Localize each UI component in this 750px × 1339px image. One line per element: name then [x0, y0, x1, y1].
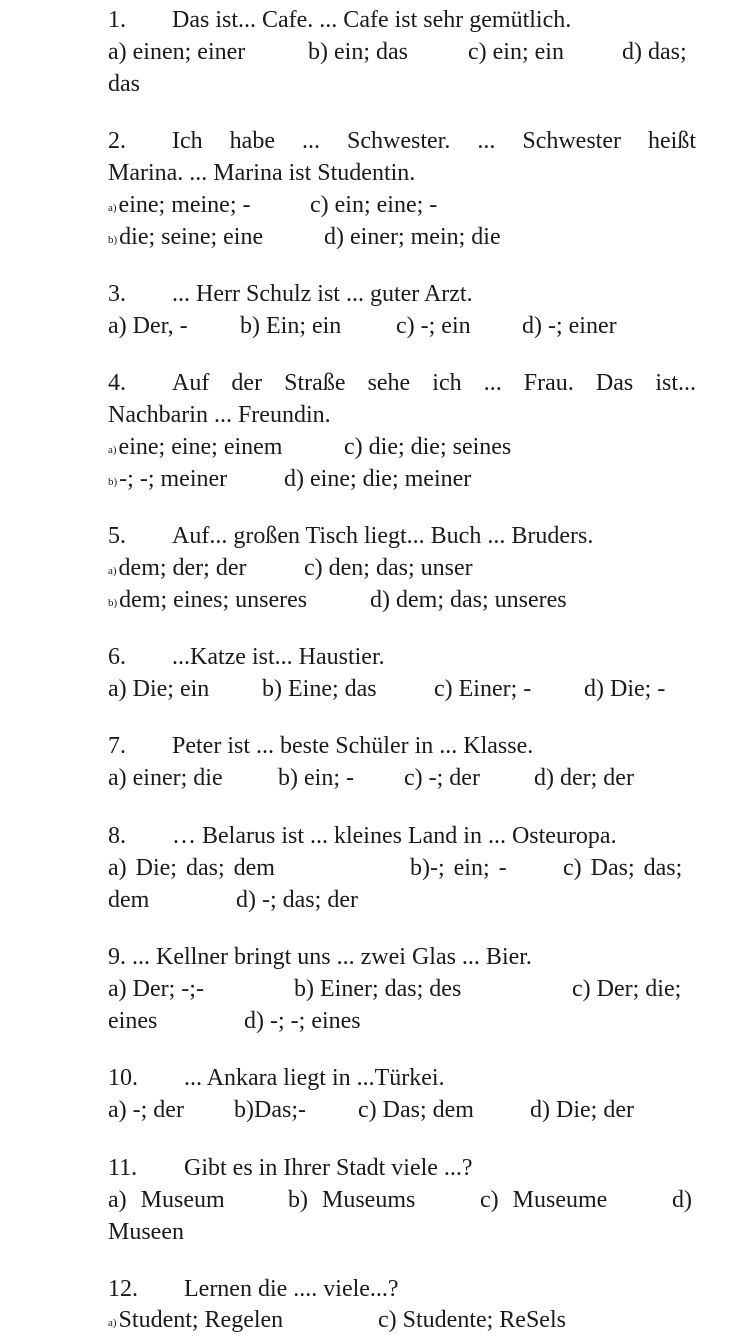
option-d[interactable]: d) -; einer	[522, 313, 617, 339]
question-5	[108, 520, 696, 552]
options-row	[108, 1184, 696, 1216]
question-text: Ich habe ... Schwester. ... Schwester heißt	[172, 128, 696, 154]
option-c[interactable]: c) Der; die;	[572, 976, 682, 1002]
question-1	[108, 4, 696, 36]
option-a[interactable]: a) Der, -	[108, 313, 188, 339]
option-c[interactable]: c) ein; eine; -	[310, 192, 438, 218]
option-a[interactable]	[108, 552, 247, 587]
option-b[interactable]: b)Das;-	[234, 1097, 306, 1123]
option-c[interactable]: c) Das; dem	[358, 1097, 474, 1123]
options-row	[108, 973, 696, 1005]
option-b[interactable]: b) Eine; das	[262, 676, 377, 702]
option-d[interactable]: d) eine; die; meiner	[284, 466, 472, 492]
question-text: ...Katze ist... Haustier.	[172, 644, 385, 670]
question-6	[108, 641, 696, 673]
question-number: 1.	[108, 7, 126, 33]
question-11	[108, 1152, 696, 1184]
options-row-cont	[108, 68, 696, 100]
option-b-marker: b)	[108, 234, 118, 246]
question-text: … Belarus ist ... kleines Land in ... Osteuropa.	[172, 823, 617, 849]
option-c[interactable]: c) den; das; unser	[304, 555, 473, 581]
question-8	[108, 820, 696, 852]
option-a[interactable]: a) Die; das; dem	[108, 855, 275, 881]
option-a-marker: a)	[108, 1317, 117, 1329]
question-10	[108, 1062, 696, 1094]
option-d[interactable]: d) der; der	[534, 765, 634, 791]
options-row	[108, 36, 696, 68]
option-b[interactable]: b) Ein; ein	[240, 313, 342, 339]
options-row	[108, 1304, 696, 1336]
options-row	[108, 673, 696, 705]
options-row	[108, 221, 696, 253]
option-c[interactable]: c) Studente; ReSels	[378, 1307, 566, 1333]
option-b[interactable]: b) Museums	[288, 1187, 416, 1213]
question-number: 6.	[108, 644, 126, 670]
question-number: 5.	[108, 523, 126, 549]
option-a[interactable]: a) einen; einer	[108, 39, 246, 65]
question-9	[108, 941, 696, 973]
option-a[interactable]: a) Museum	[108, 1187, 225, 1213]
option-d[interactable]: d) -; das; der	[236, 887, 358, 913]
option-b-text: -; -; meiner	[119, 466, 228, 492]
option-d-cont: das	[108, 71, 140, 97]
question-7	[108, 730, 696, 762]
option-a-marker: a)	[108, 565, 117, 577]
option-d[interactable]: d) Die; der	[530, 1097, 634, 1123]
option-c-cont: eines	[108, 1008, 158, 1034]
options-row	[108, 584, 696, 616]
question-number: 2.	[108, 128, 126, 154]
option-b[interactable]	[108, 463, 227, 498]
question-text: ... Herr Schulz ist ... guter Arzt.	[172, 281, 473, 307]
option-b[interactable]: b) Einer; das; des	[294, 976, 462, 1002]
question-4	[108, 367, 696, 399]
option-d[interactable]: d) einer; mein; die	[324, 224, 501, 250]
question-2	[108, 125, 696, 157]
question-number: 10.	[108, 1065, 138, 1091]
option-b[interactable]	[108, 221, 263, 256]
option-c-cont: dem	[108, 887, 150, 913]
question-text: ... Ankara liegt in ...Türkei.	[184, 1065, 445, 1091]
option-a-text: dem; der; der	[118, 555, 247, 581]
option-a-text: eine; eine; einem	[118, 434, 283, 460]
question-number: 4.	[108, 370, 126, 396]
options-row	[108, 189, 696, 221]
option-b-text: dem; eines; unseres	[119, 587, 308, 613]
options-row	[108, 431, 696, 463]
option-d[interactable]: d) Die; -	[584, 676, 666, 702]
option-a[interactable]: a) -; der	[108, 1097, 184, 1123]
options-row	[108, 852, 696, 884]
option-c[interactable]: c) Museume	[480, 1187, 608, 1213]
option-a-text: eine; meine; -	[118, 192, 251, 218]
option-a[interactable]: a) Die; ein	[108, 676, 210, 702]
option-b-marker: b)	[108, 597, 118, 609]
option-c[interactable]: c) die; die; seines	[344, 434, 512, 460]
option-b-marker: b)	[108, 476, 118, 488]
question-3	[108, 278, 696, 310]
option-d[interactable]: d)	[672, 1187, 692, 1213]
option-c[interactable]: c) -; ein	[396, 313, 471, 339]
question-number: 11.	[108, 1155, 138, 1181]
options-row	[108, 552, 696, 584]
question-text: Auf... großen Tisch liegt... Buch ... Bruders.	[172, 523, 594, 549]
question-text: Lernen die .... viele...?	[184, 1276, 399, 1302]
question-number: 8.	[108, 823, 126, 849]
question-12	[108, 1273, 696, 1305]
option-a[interactable]: a) einer; die	[108, 765, 223, 791]
option-a[interactable]	[108, 431, 282, 466]
options-row-cont	[108, 1216, 696, 1248]
options-row	[108, 310, 696, 342]
question-text: Das ist... Cafe. ... Cafe ist sehr gemütlich.	[172, 7, 572, 33]
question-4-cont	[108, 399, 696, 431]
option-d[interactable]: d) -; -; eines	[244, 1008, 361, 1034]
question-2-cont	[108, 157, 696, 189]
question-text-cont: Marina. ... Marina ist Studentin.	[108, 160, 416, 186]
option-b-text: die; seine; eine	[119, 224, 264, 250]
option-b[interactable]: b) ein; -	[278, 765, 354, 791]
option-d[interactable]: d) dem; das; unseres	[370, 587, 567, 613]
question-text: ... Kellner bringt uns ... zwei Glas ... Bier.	[132, 944, 532, 970]
option-a-marker: a)	[108, 444, 117, 456]
question-text: Auf der Straße sehe ich ... Frau. Das ist...	[172, 370, 696, 396]
options-row	[108, 1005, 696, 1037]
options-row	[108, 1094, 696, 1126]
question-text: Gibt es in Ihrer Stadt viele ...?	[184, 1155, 473, 1181]
option-c[interactable]: c) -; der	[404, 765, 480, 791]
option-b[interactable]: b)-; ein; -	[410, 855, 507, 881]
option-d-cont: Museen	[108, 1219, 184, 1245]
options-row	[108, 884, 696, 916]
option-c[interactable]: c) ein; ein	[468, 39, 564, 65]
option-b[interactable]	[108, 584, 307, 619]
option-d[interactable]: d) das;	[622, 39, 687, 65]
option-c[interactable]: c) Einer; -	[434, 676, 532, 702]
question-number: 7.	[108, 733, 126, 759]
options-row	[108, 762, 696, 794]
option-a-marker: a)	[108, 202, 117, 214]
question-text-cont: Nachbarin ... Freundin.	[108, 402, 331, 428]
question-number: 12.	[108, 1276, 138, 1302]
options-row	[108, 463, 696, 495]
question-text: Peter ist ... beste Schüler in ... Klasse.	[172, 733, 534, 759]
option-a[interactable]: a) Der; -;-	[108, 976, 204, 1002]
option-b[interactable]: b) ein; das	[308, 39, 408, 65]
option-c[interactable]: c) Das; das;	[563, 855, 683, 881]
option-a[interactable]	[108, 189, 251, 224]
option-a-text: Student; Regelen	[118, 1307, 284, 1333]
question-number: 9.	[108, 944, 126, 970]
question-number: 3.	[108, 281, 126, 307]
